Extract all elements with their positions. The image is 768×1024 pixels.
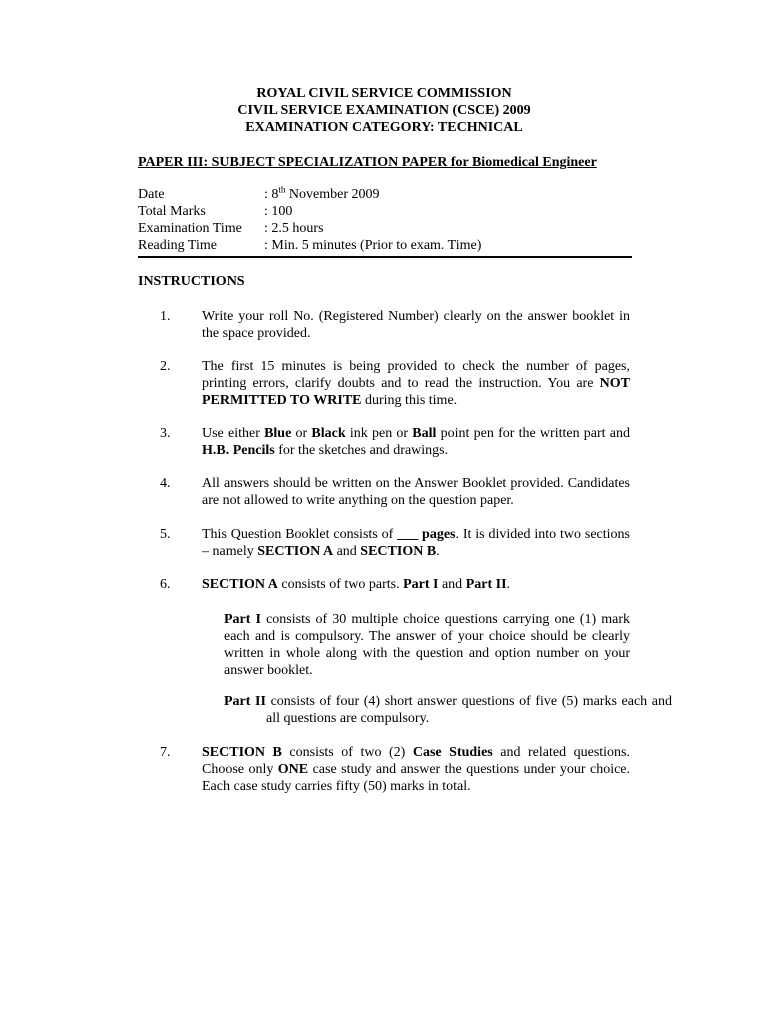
commission-title: ROYAL CIVIL SERVICE COMMISSION [256,86,512,101]
exam-title: CIVIL SERVICE EXAMINATION (CSCE) 2009 [237,103,531,118]
marks-label: Total Marks [138,204,206,219]
item-number: 4. [160,476,171,491]
item-number: 3. [160,426,171,441]
item-text: The first 15 minutes is being provided to check the number of pages, printing errors, clarify doubts and to read the instruction. You are NOT PERMITTED TO WRITE during this time. [202,359,630,408]
category-title: EXAMINATION CATEGORY: TECHNICAL [245,120,523,135]
date-value: : 8th November 2009 [264,184,380,202]
marks-value: : 100 [264,204,293,219]
time-row [138,220,632,237]
time-value: : 2.5 hours [264,221,324,236]
item-text: This Question Booklet consists of ___ pages. It is divided into two sections – namely SECTION A and SECTION B. [202,527,630,559]
date-label: Date [138,187,165,202]
item-number: 2. [160,359,171,374]
reading-value: : Min. 5 minutes (Prior to exam. Time) [264,238,482,253]
reading-label: Reading Time [138,238,217,253]
reading-row [138,237,632,254]
item-text: SECTION B consists of two (2) Case Studies and related questions. Choose only ONE case study and answer the questions under your choice. Each case study carries fifty (50) marks in total. [202,745,631,794]
instructions-heading: INSTRUCTIONS [138,274,245,289]
exam-details [138,186,632,258]
item-number: 5. [160,527,171,542]
marks-row [138,203,632,220]
item-number: 1. [160,309,171,324]
time-label: Examination Time [138,221,242,236]
date-row [138,186,632,203]
item-text: All answers should be written on the Answer Booklet provided. Candidates are not allowed to write anything on the question paper. [202,476,630,508]
item-number: 7. [160,745,171,760]
part-ii-description: Part II consists of four (4) short answer questions of five (5) marks each and all questions are compulsory. [224,694,672,726]
part-i-description: Part I consists of 30 multiple choice questions carrying one (1) mark each and is compulsory. The answer of your choice should be clearly written in whole along with the question and option number on your answer booklet. [224,612,630,678]
item-number: 6. [160,577,171,592]
page-count-blank: ___ [397,527,419,542]
paper-title: PAPER III: SUBJECT SPECIALIZATION PAPER for Biomedical Engineer [138,155,597,170]
item-text: Use either Blue or Black ink pen or Ball point pen for the written part and H.B. Pencils for the sketches and drawings. [202,426,630,458]
header [0,85,768,136]
item-text: SECTION A consists of two parts. Part I and Part II. [202,577,511,592]
item-text: Write your roll No. (Registered Number) clearly on the answer booklet in the space provided. [202,309,630,341]
